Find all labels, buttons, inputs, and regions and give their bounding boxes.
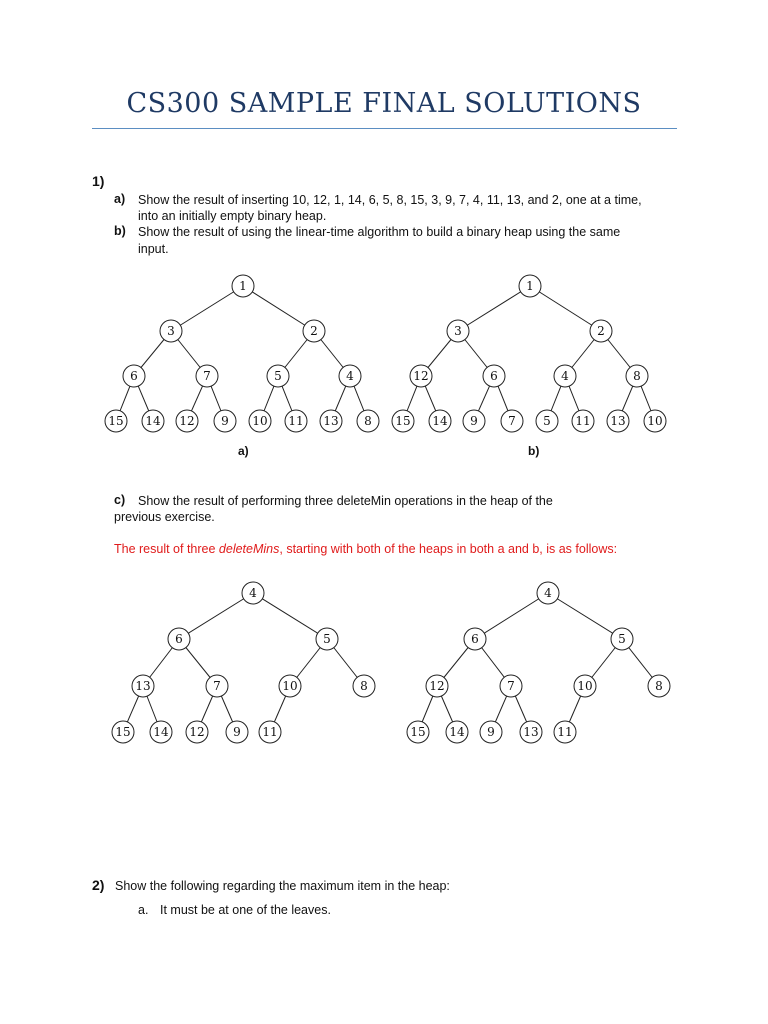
heap-node-label: 12 [429,679,445,693]
heap-node-label: 11 [262,725,278,739]
question-2-number: 2) [92,877,105,893]
q1-b-label: b) [114,224,126,238]
heap-node-label: 12 [413,369,429,383]
heap-node-label: 1 [239,279,247,293]
heap-node-label: 12 [189,725,205,739]
heap-node-label: 9 [233,725,241,739]
heap-node-label: 7 [213,679,221,693]
heap-diagram-c-left [100,580,390,750]
heap-node-label: 11 [575,414,591,428]
heap-node-label: 8 [655,679,663,693]
heap-node-label: 14 [145,414,161,428]
heap-node-label: 15 [410,725,426,739]
heap-node-label: 6 [471,632,479,646]
heap-node-label: 3 [167,324,175,338]
heap-node-label: 12 [179,414,195,428]
q1-c-label: c) [114,493,126,507]
heap-diagram-b [385,270,675,440]
question-1-number: 1) [92,173,105,189]
heap-node-label: 10 [282,679,298,693]
answer-suffix: , starting with both of the heaps in both a and b, is as follows: [279,542,618,556]
heap-node-label: 10 [647,414,663,428]
heap-node-label: 5 [543,414,551,428]
heap-node-label: 1 [526,279,534,293]
heap-node-label: 13 [523,725,539,739]
heap-node-label: 2 [310,324,318,338]
heap-node-label: 10 [577,679,593,693]
q1-b-text-line1: Show the result of using the linear-time algorithm to build a binary heap using the same [138,225,621,239]
q1-a-text-line2: into an initially empty binary heap. [138,209,327,223]
title-rule [92,128,677,129]
heap-node-label: 13 [610,414,626,428]
heap-node-label: 9 [470,414,478,428]
heap-node-label: 8 [364,414,372,428]
heap-node-label: 7 [508,414,516,428]
q1-b-text-line2: input. [138,242,169,256]
q1-a-text-line1: Show the result of inserting 10, 12, 1, 14, 6, 5, 8, 15, 3, 9, 7, 4, 11, 13, and 2, one at a time, [138,193,642,207]
heap-node-label: 7 [507,679,515,693]
caption-b: b) [528,444,540,458]
q1-c-text-line1: Show the result of performing three deleteMin operations in the heap of the [138,494,553,508]
answer-prefix: The result of three [114,542,219,556]
heap-node-label: 9 [221,414,229,428]
heap-node-label: 14 [449,725,465,739]
heap-node-label: 2 [597,324,605,338]
heap-node-label: 10 [252,414,268,428]
q1-c-text-line2: previous exercise. [114,510,215,524]
heap-node-label: 3 [454,324,462,338]
heap-node-label: 4 [544,586,552,600]
heap-node-label: 6 [175,632,183,646]
heap-diagram-c-right [395,580,685,750]
heap-node-label: 15 [395,414,411,428]
caption-a: a) [238,444,249,458]
heap-node-label: 13 [323,414,339,428]
heap-node-label: 6 [130,369,138,383]
heap-node-label: 5 [274,369,282,383]
heap-node-label: 4 [561,369,569,383]
heap-node-label: 15 [108,414,124,428]
heap-node-label: 13 [135,679,151,693]
heap-node-label: 8 [633,369,641,383]
heap-node-label: 14 [432,414,448,428]
page-title: CS300 SAMPLE FINAL SOLUTIONS [126,88,642,119]
heap-node-label: 11 [557,725,573,739]
q1-a-label: a) [114,192,126,206]
heap-node-label: 14 [153,725,169,739]
q2-item-a-label: a. [138,903,149,917]
heap-node-label: 5 [323,632,331,646]
heap-node-label: 9 [487,725,495,739]
q2-item-a-text: It must be at one of the leaves. [160,903,331,917]
heap-diagram-a [98,270,388,440]
answer-emphasis: deleteMins [218,542,280,556]
heap-node-label: 5 [618,632,626,646]
answer-text [114,541,617,557]
heap-node-label: 6 [490,369,498,383]
heap-node-label: 4 [346,369,354,383]
heap-node-label: 15 [115,725,131,739]
heap-node-label: 8 [360,679,368,693]
heap-node-label: 4 [249,586,257,600]
heap-node-label: 7 [203,369,211,383]
q2-text: Show the following regarding the maximum item in the heap: [115,879,450,893]
heap-node-label: 11 [288,414,304,428]
